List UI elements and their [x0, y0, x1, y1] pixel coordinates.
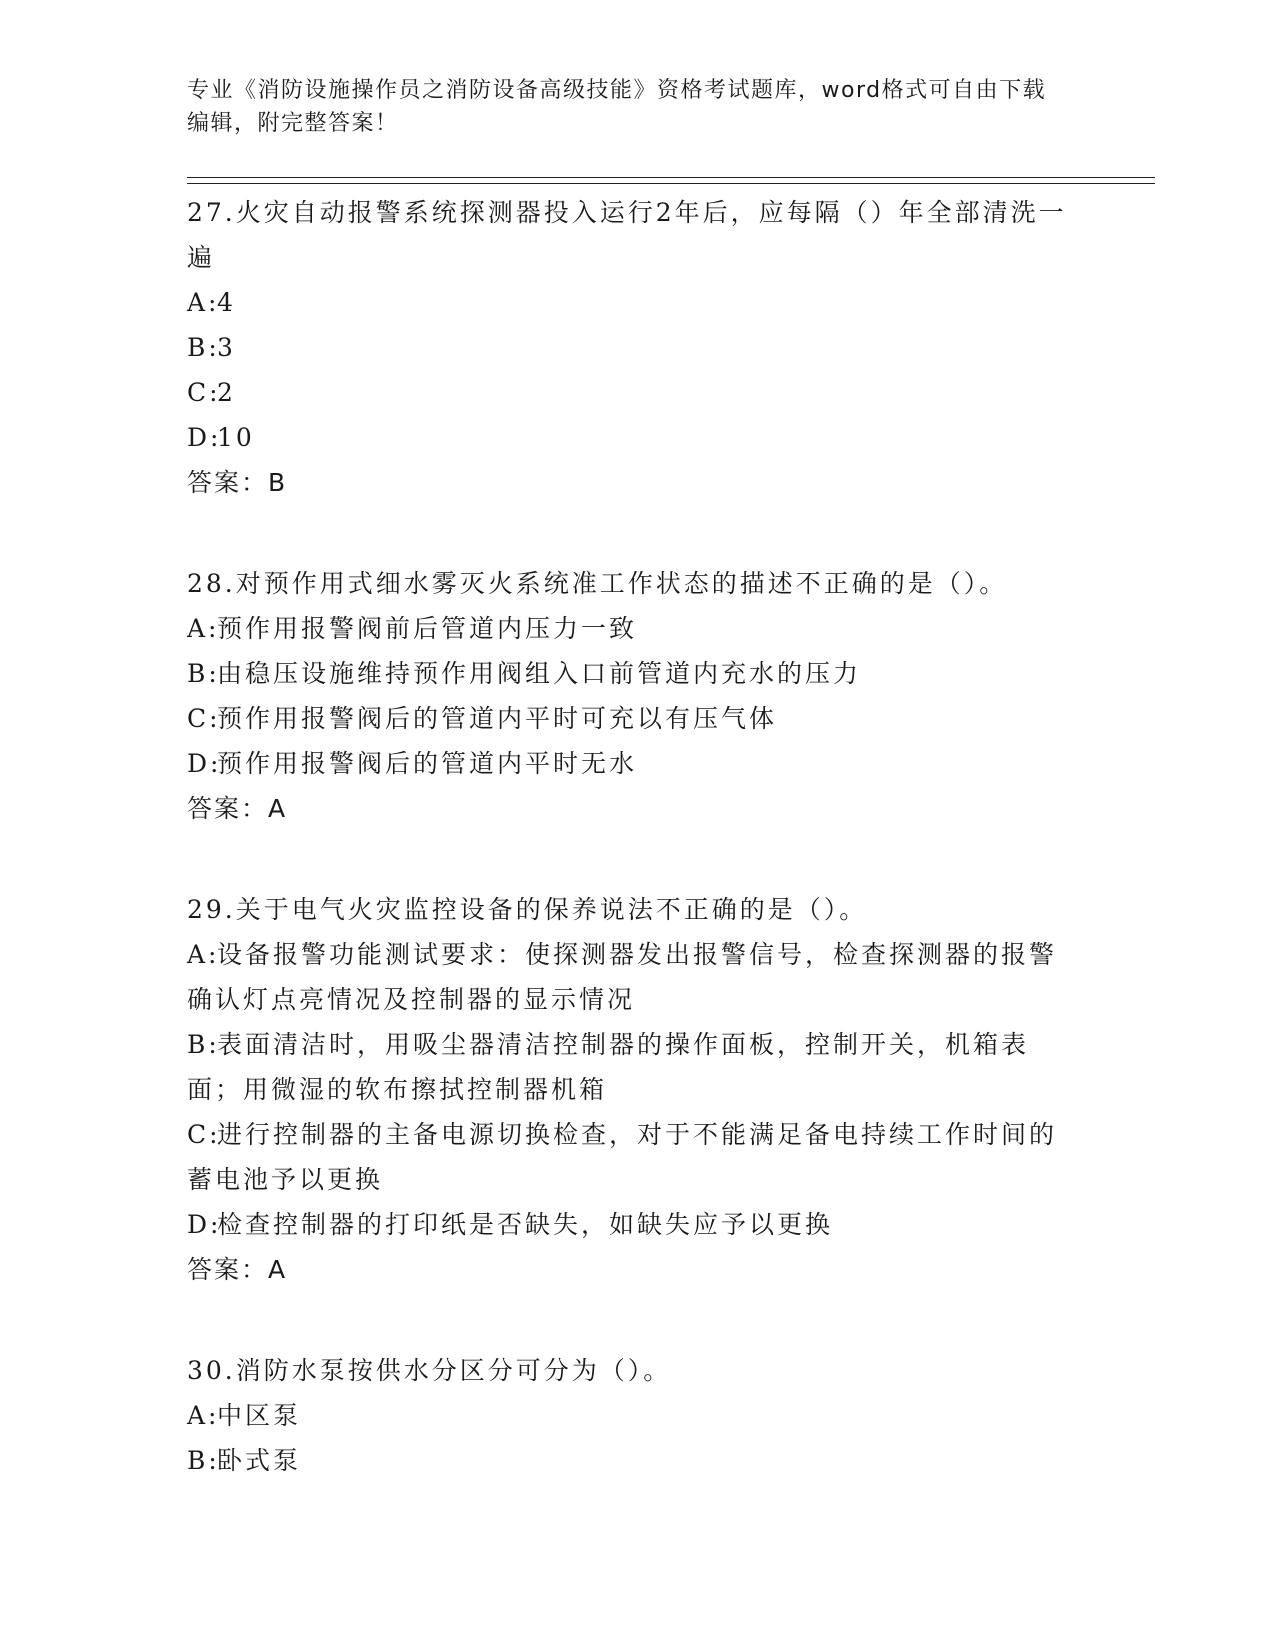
option-b [187, 1022, 1077, 1112]
question-28 [187, 561, 1077, 831]
option-a [187, 606, 1077, 651]
header-rule-top [187, 177, 1155, 178]
question-29 [187, 887, 1077, 1292]
option-d [187, 741, 1077, 786]
question-text: 29.关于电气火灾监控设备的保养说法不正确的是（）。 [187, 895, 868, 924]
option-text: 3 [217, 333, 236, 362]
option-text: 2 [217, 378, 236, 407]
option-c [187, 1112, 1077, 1202]
option-text: 预作用报警阀后的管道内平时可充以有压气体 [217, 704, 778, 733]
option-a [187, 932, 1077, 1022]
option-text: 由稳压设施维持预作用阀组入口前管道内充水的压力 [217, 659, 862, 688]
header-rule-bottom [187, 183, 1155, 184]
option-c [187, 696, 1077, 741]
option-letter: C: [187, 1120, 221, 1149]
option-d [187, 1202, 1077, 1247]
option-letter: D: [187, 1210, 222, 1239]
answer: 答案：A [187, 1255, 288, 1284]
option-a [187, 280, 1077, 325]
option-text: 检查控制器的打印纸是否缺失，如缺失应予以更换 [217, 1210, 834, 1239]
option-c [187, 370, 1077, 415]
answer: 答案：A [187, 794, 288, 823]
option-letter: A: [187, 288, 220, 317]
option-text: 表面清洁时，用吸尘器清洁控制器的操作面板，控制开关，机箱表面；用微湿的软布擦拭控制器机箱 [187, 1030, 1030, 1104]
question-text: 28.对预作用式细水雾灭火系统准工作状态的描述不正确的是（）。 [187, 569, 1008, 598]
answer: 答案：B [187, 468, 288, 497]
question-list [187, 190, 1077, 1539]
option-text: 预作用报警阀前后管道内压力一致 [217, 614, 638, 643]
option-letter: A: [187, 1401, 220, 1430]
option-a [187, 1393, 1077, 1438]
option-letter: B: [187, 333, 220, 362]
option-text: 预作用报警阀后的管道内平时无水 [217, 749, 638, 778]
option-text: 中区泵 [217, 1401, 302, 1430]
option-text: 10 [217, 423, 255, 452]
option-letter: B: [187, 659, 220, 688]
option-letter: B: [187, 1446, 220, 1475]
option-b [187, 325, 1077, 370]
document-header: 专业《消防设施操作员之消防设备高级技能》资格考试题库，word格式可自由下载编辑，附完整答案！ [187, 78, 1047, 136]
question-30 [187, 1348, 1077, 1483]
option-letter: D: [187, 423, 222, 452]
option-text: 卧式泵 [217, 1446, 302, 1475]
question-27 [187, 190, 1077, 505]
option-b [187, 651, 1077, 696]
option-letter: A: [187, 940, 220, 969]
option-letter: D: [187, 749, 222, 778]
option-d [187, 415, 1077, 460]
option-text: 进行控制器的主备电源切换检查，对于不能满足备电持续工作时间的蓄电池予以更换 [187, 1120, 1058, 1194]
option-letter: B: [187, 1030, 220, 1059]
option-letter: C: [187, 378, 221, 407]
option-b [187, 1438, 1077, 1483]
question-text: 30.消防水泵按供水分区分可分为（）。 [187, 1356, 672, 1385]
option-text: 4 [217, 288, 236, 317]
option-letter: A: [187, 614, 220, 643]
question-text: 27.火灾自动报警系统探测器投入运行2年后，应每隔（）年全部清洗一遍 [187, 198, 1067, 272]
option-text: 设备报警功能测试要求：使探测器发出报警信号，检查探测器的报警确认灯点亮情况及控制器的显示情况 [187, 940, 1058, 1014]
option-letter: C: [187, 704, 221, 733]
